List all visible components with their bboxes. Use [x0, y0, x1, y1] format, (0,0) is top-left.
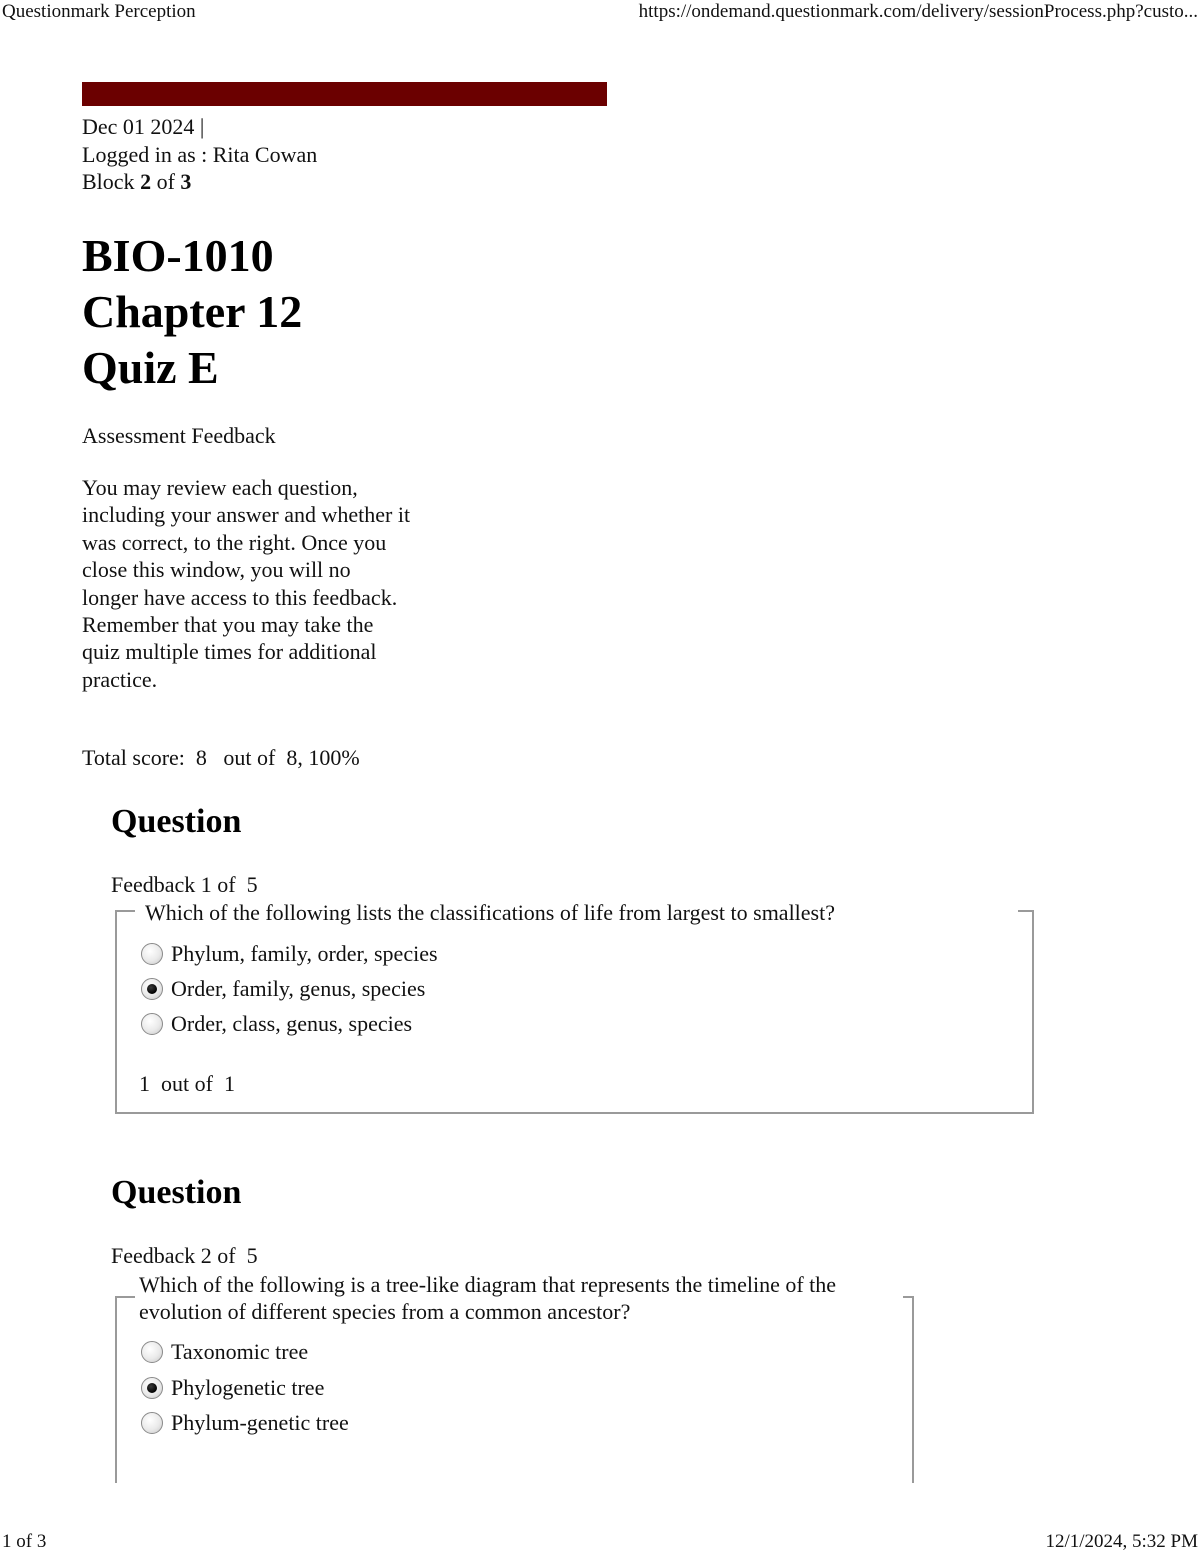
- question-text: Which of the following lists the classifications of life from largest to smallest?: [141, 899, 839, 926]
- session-info: [82, 113, 317, 196]
- block-label: Block: [82, 169, 135, 194]
- answer-option-label: Taxonomic tree: [171, 1339, 309, 1364]
- answer-option[interactable]: [141, 1408, 349, 1438]
- question-heading: Question: [111, 803, 242, 840]
- answer-option-label: Phylum, family, order, species: [171, 941, 438, 966]
- total-score: Total score: 8 out of 8, 100%: [82, 745, 360, 770]
- answer-option-label: Order, family, genus, species: [171, 976, 426, 1001]
- radio-unselected-icon[interactable]: [141, 1341, 163, 1363]
- block-current: 2: [140, 169, 152, 194]
- block-total: 3: [180, 169, 192, 194]
- block-of: of: [156, 169, 175, 194]
- answer-option[interactable]: [141, 1373, 324, 1403]
- print-datetime: 12/1/2024, 5:32 PM: [1045, 1531, 1198, 1552]
- answer-option[interactable]: [141, 939, 438, 969]
- radio-selected-icon[interactable]: [141, 1377, 163, 1399]
- header-banner: [82, 82, 607, 106]
- question-score: 1 out of 1: [139, 1071, 235, 1096]
- question-progress: Feedback 2 of 5: [111, 1243, 258, 1268]
- question-box: [115, 1272, 914, 1483]
- question-heading: Question: [111, 1174, 242, 1211]
- question-text: Which of the following is a tree-like diagram that represents the timeline of the evolution of different species from a common ancestor?: [135, 1271, 903, 1325]
- block-indicator: [82, 168, 317, 196]
- answer-option[interactable]: [141, 974, 425, 1004]
- radio-unselected-icon[interactable]: [141, 1412, 163, 1434]
- answer-option-label: Phylogenetic tree: [171, 1375, 325, 1400]
- answer-option[interactable]: [141, 1009, 412, 1039]
- radio-unselected-icon[interactable]: [141, 943, 163, 965]
- assessment-title-line: Quiz E: [82, 342, 219, 393]
- assessment-feedback-heading: Assessment Feedback: [82, 423, 276, 448]
- print-page-url: https://ondemand.questionmark.com/delivery/sessionProcess.php?custo...: [638, 1, 1198, 22]
- answer-option[interactable]: [141, 1337, 308, 1367]
- radio-unselected-icon[interactable]: [141, 1013, 163, 1035]
- assessment-title: [82, 228, 302, 396]
- radio-selected-icon[interactable]: [141, 978, 163, 1000]
- assessment-title-line: Chapter 12: [82, 286, 303, 337]
- question-progress: Feedback 1 of 5: [111, 872, 258, 897]
- answer-option-label: Order, class, genus, species: [171, 1011, 413, 1036]
- assessment-title-line: BIO-1010: [82, 230, 274, 281]
- answer-option-label: Phylum-genetic tree: [171, 1410, 349, 1435]
- print-page-number: 1 of 3: [2, 1531, 47, 1552]
- feedback-instructions: You may review each question, including your answer and whether it was correct, to the right. Once you close this window, you will no longer have access to this feedback. Remember that you may take the quiz multiple times for additional practice.: [82, 475, 411, 692]
- question-box: [115, 900, 1034, 1114]
- logged-in-user: Logged in as : Rita Cowan: [82, 141, 318, 167]
- print-page-title: Questionmark Perception: [2, 1, 196, 22]
- session-date: Dec 01 2024 |: [82, 114, 205, 139]
